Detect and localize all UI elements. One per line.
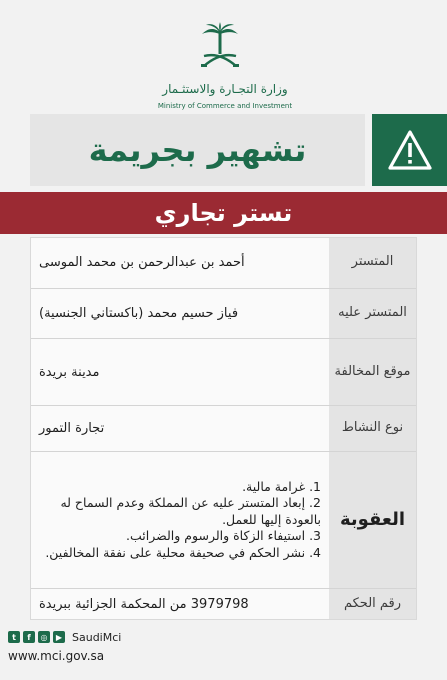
table-row [31,452,416,589]
penalty-label: العقوبة [329,452,416,588]
youtube-icon[interactable]: ▶ [53,631,65,643]
violation-location-label: موقع المخالفة [329,339,416,405]
table-row [31,589,416,619]
warning-icon [387,129,433,171]
penalty-item: 2. إبعاد المتستر عليه عن المملكة وعدم السماح له بالعودة إليها للعمل. [60,495,321,527]
concealed-label: المتستر عليه [329,289,416,339]
verdict-number-value: 3979798 من المحكمة الجزائية ببريدة [31,589,329,619]
saudi-emblem-icon [198,22,242,78]
facebook-icon[interactable]: f [23,631,35,643]
footer [8,628,158,663]
penalty-list [39,479,321,562]
social-links [8,628,158,646]
social-handle[interactable]: SaudiMci [72,630,122,644]
website-link[interactable]: www.mci.gov.sa [8,649,105,663]
verdict-number-label: رقم الحكم [329,589,416,619]
concealer-label: المتستر [329,238,416,288]
concealed-value: فياز حسيم محمد (باكستاني الجنسية) [31,289,329,339]
concealer-value: أحمد بن عبدالرحمن بن محمد الموسى [31,238,329,288]
crime-type-banner: تستر تجاري [0,192,447,234]
page-title: تشهير بجريمة [30,114,365,186]
activity-type-value: تجارة التمور [31,406,329,451]
violation-location-value: مدينة بريدة [31,339,329,405]
table-row [31,406,416,452]
table-row [31,289,416,340]
ministry-name-arabic: وزارة التجـارة والاستثـمار [162,82,288,96]
penalty-item: 3. استيفاء الزكاة والرسوم والضرائب. [126,528,321,544]
warning-badge [372,114,447,186]
ministry-name-english: Ministry of Commerce and Investment [157,102,293,110]
twitter-icon[interactable]: t [8,631,20,643]
table-row [31,339,416,406]
activity-type-label: نوع النشاط [329,406,416,451]
penalty-list-cell [31,452,329,588]
table-row [31,238,416,289]
penalty-item: 4. نشر الحكم في صحيفة محلية على نفقة المخالفين. [45,544,321,560]
instagram-icon[interactable]: ◎ [38,631,50,643]
penalty-item: 1. غرامة مالية. [242,478,321,494]
ministry-logo [150,22,350,112]
details-table [30,237,417,620]
